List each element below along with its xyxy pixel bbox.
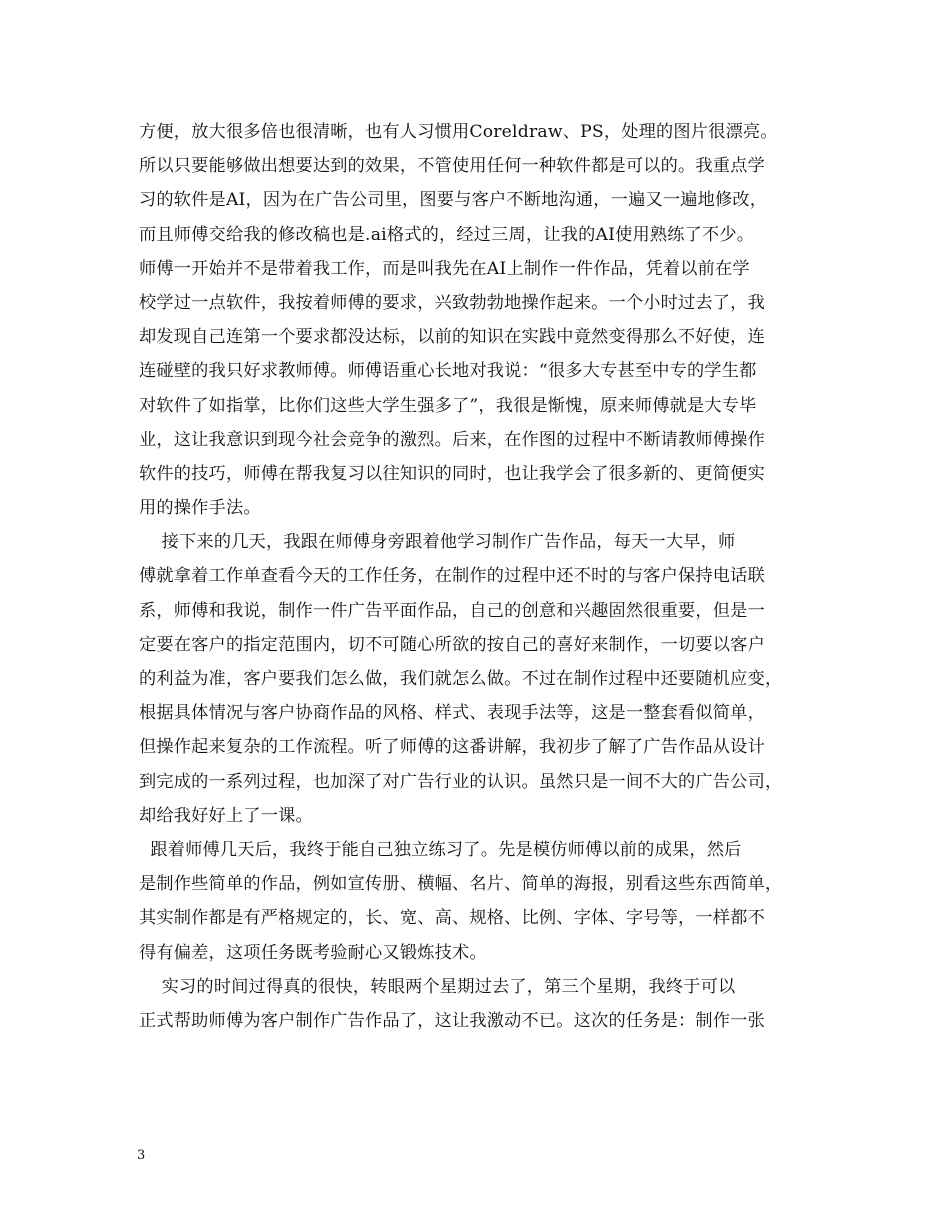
text-line: 是制作些简单的作品，例如宣传册、横幅、名片、简单的海报，别看这些东西简单， [139, 874, 783, 895]
text-line: 习的软件是AI，因为在广告公司里，图要与客户不断地沟通，一遍又一遍地修改， [139, 190, 768, 211]
text-line: 得有偏差，这项任务既考验耐心又锻炼技术。 [139, 942, 487, 963]
text-line: 正式帮助师傅为客户制作广告作品了，这让我激动不已。这次的任务是：制作一张 [139, 1010, 765, 1031]
text-line: 却给我好好上了一课。 [139, 805, 313, 826]
text-line: 根据具体情况与客户协商作品的风格、样式、表现手法等，这是一整套看似简单， [139, 703, 765, 724]
text-line: 的利益为准，客户要我们怎么做，我们就怎么做。不过在制作过程中还要随机应变， [139, 669, 783, 689]
text-line: 方便，放大很多倍也很清晰，也有人习惯用Coreldraw、PS，处理的图片很漂亮。 [139, 122, 778, 142]
text-line: 而且师傅交给我的修改稿也是.ai格式的，经过三周，让我的AI使用熟练了不少。 [139, 224, 755, 245]
text-line: 接下来的几天，我跟在师傅身旁跟着他学习制作广告作品，每天一大早，师 [139, 532, 736, 553]
text-line: 用的操作手法。 [139, 498, 261, 519]
text-line: 对软件了如指掌，比你们这些大学生强多了”，我很是惭愧，原来师傅就是大专毕 [139, 395, 757, 416]
text-line: 校学过一点软件，我按着师傅的要求，兴致勃勃地操作起来。一个小时过去了，我 [139, 292, 765, 313]
text-line: 傅就拿着工作单查看今天的工作任务，在制作的过程中还不时的与客户保持电话联 [139, 566, 765, 587]
text-line: 连碰壁的我只好求教师傅。师傅语重心长地对我说：“很多大专甚至中专的学生都 [139, 361, 757, 382]
text-line: 却发现自己连第一个要求都没达标，以前的知识在实践中竟然变得那么不好使，连 [139, 327, 765, 348]
text-line: 其实制作都是有严格规定的，长、宽、高、规格、比例、字体、字号等，一样都不 [139, 908, 765, 929]
text-line: 定要在客户的指定范围内，切不可随心所欲的按自己的喜好来制作，一切要以客户 [139, 634, 765, 655]
text-line: 跟着师傅几天后，我终于能自己独立练习了。先是模仿师傅以前的成果，然后 [139, 839, 742, 860]
text-line: 师傅一开始并不是带着我工作，而是叫我先在AI上制作一件作品，凭着以前在学 [139, 258, 750, 279]
text-line: 业，这让我意识到现今社会竞争的激烈。后来，在作图的过程中不断请教师傅操作 [139, 429, 765, 450]
text-line: 到完成的一系列过程，也加深了对广告行业的认识。虽然只是一间不大的广告公司， [139, 771, 783, 792]
body-text [139, 115, 819, 1038]
text-line: 但操作起来复杂的工作流程。听了师傅的这番讲解，我初步了解了广告作品从设计 [139, 737, 765, 758]
page-number: 3 [137, 1148, 146, 1163]
text-line: 所以只要能够做出想要达到的效果，不管使用任何一种软件都是可以的。我重点学 [139, 156, 765, 177]
text-line: 系，师傅和我说，制作一件广告平面作品，自己的创意和兴趣固然很重要，但是一 [139, 600, 765, 621]
text-line: 实习的时间过得真的很快，转眼两个星期过去了，第三个星期，我终于可以 [139, 976, 736, 997]
text-line: 软件的技巧，师傅在帮我复习以往知识的同时，也让我学会了很多新的、更简便实 [139, 463, 765, 484]
